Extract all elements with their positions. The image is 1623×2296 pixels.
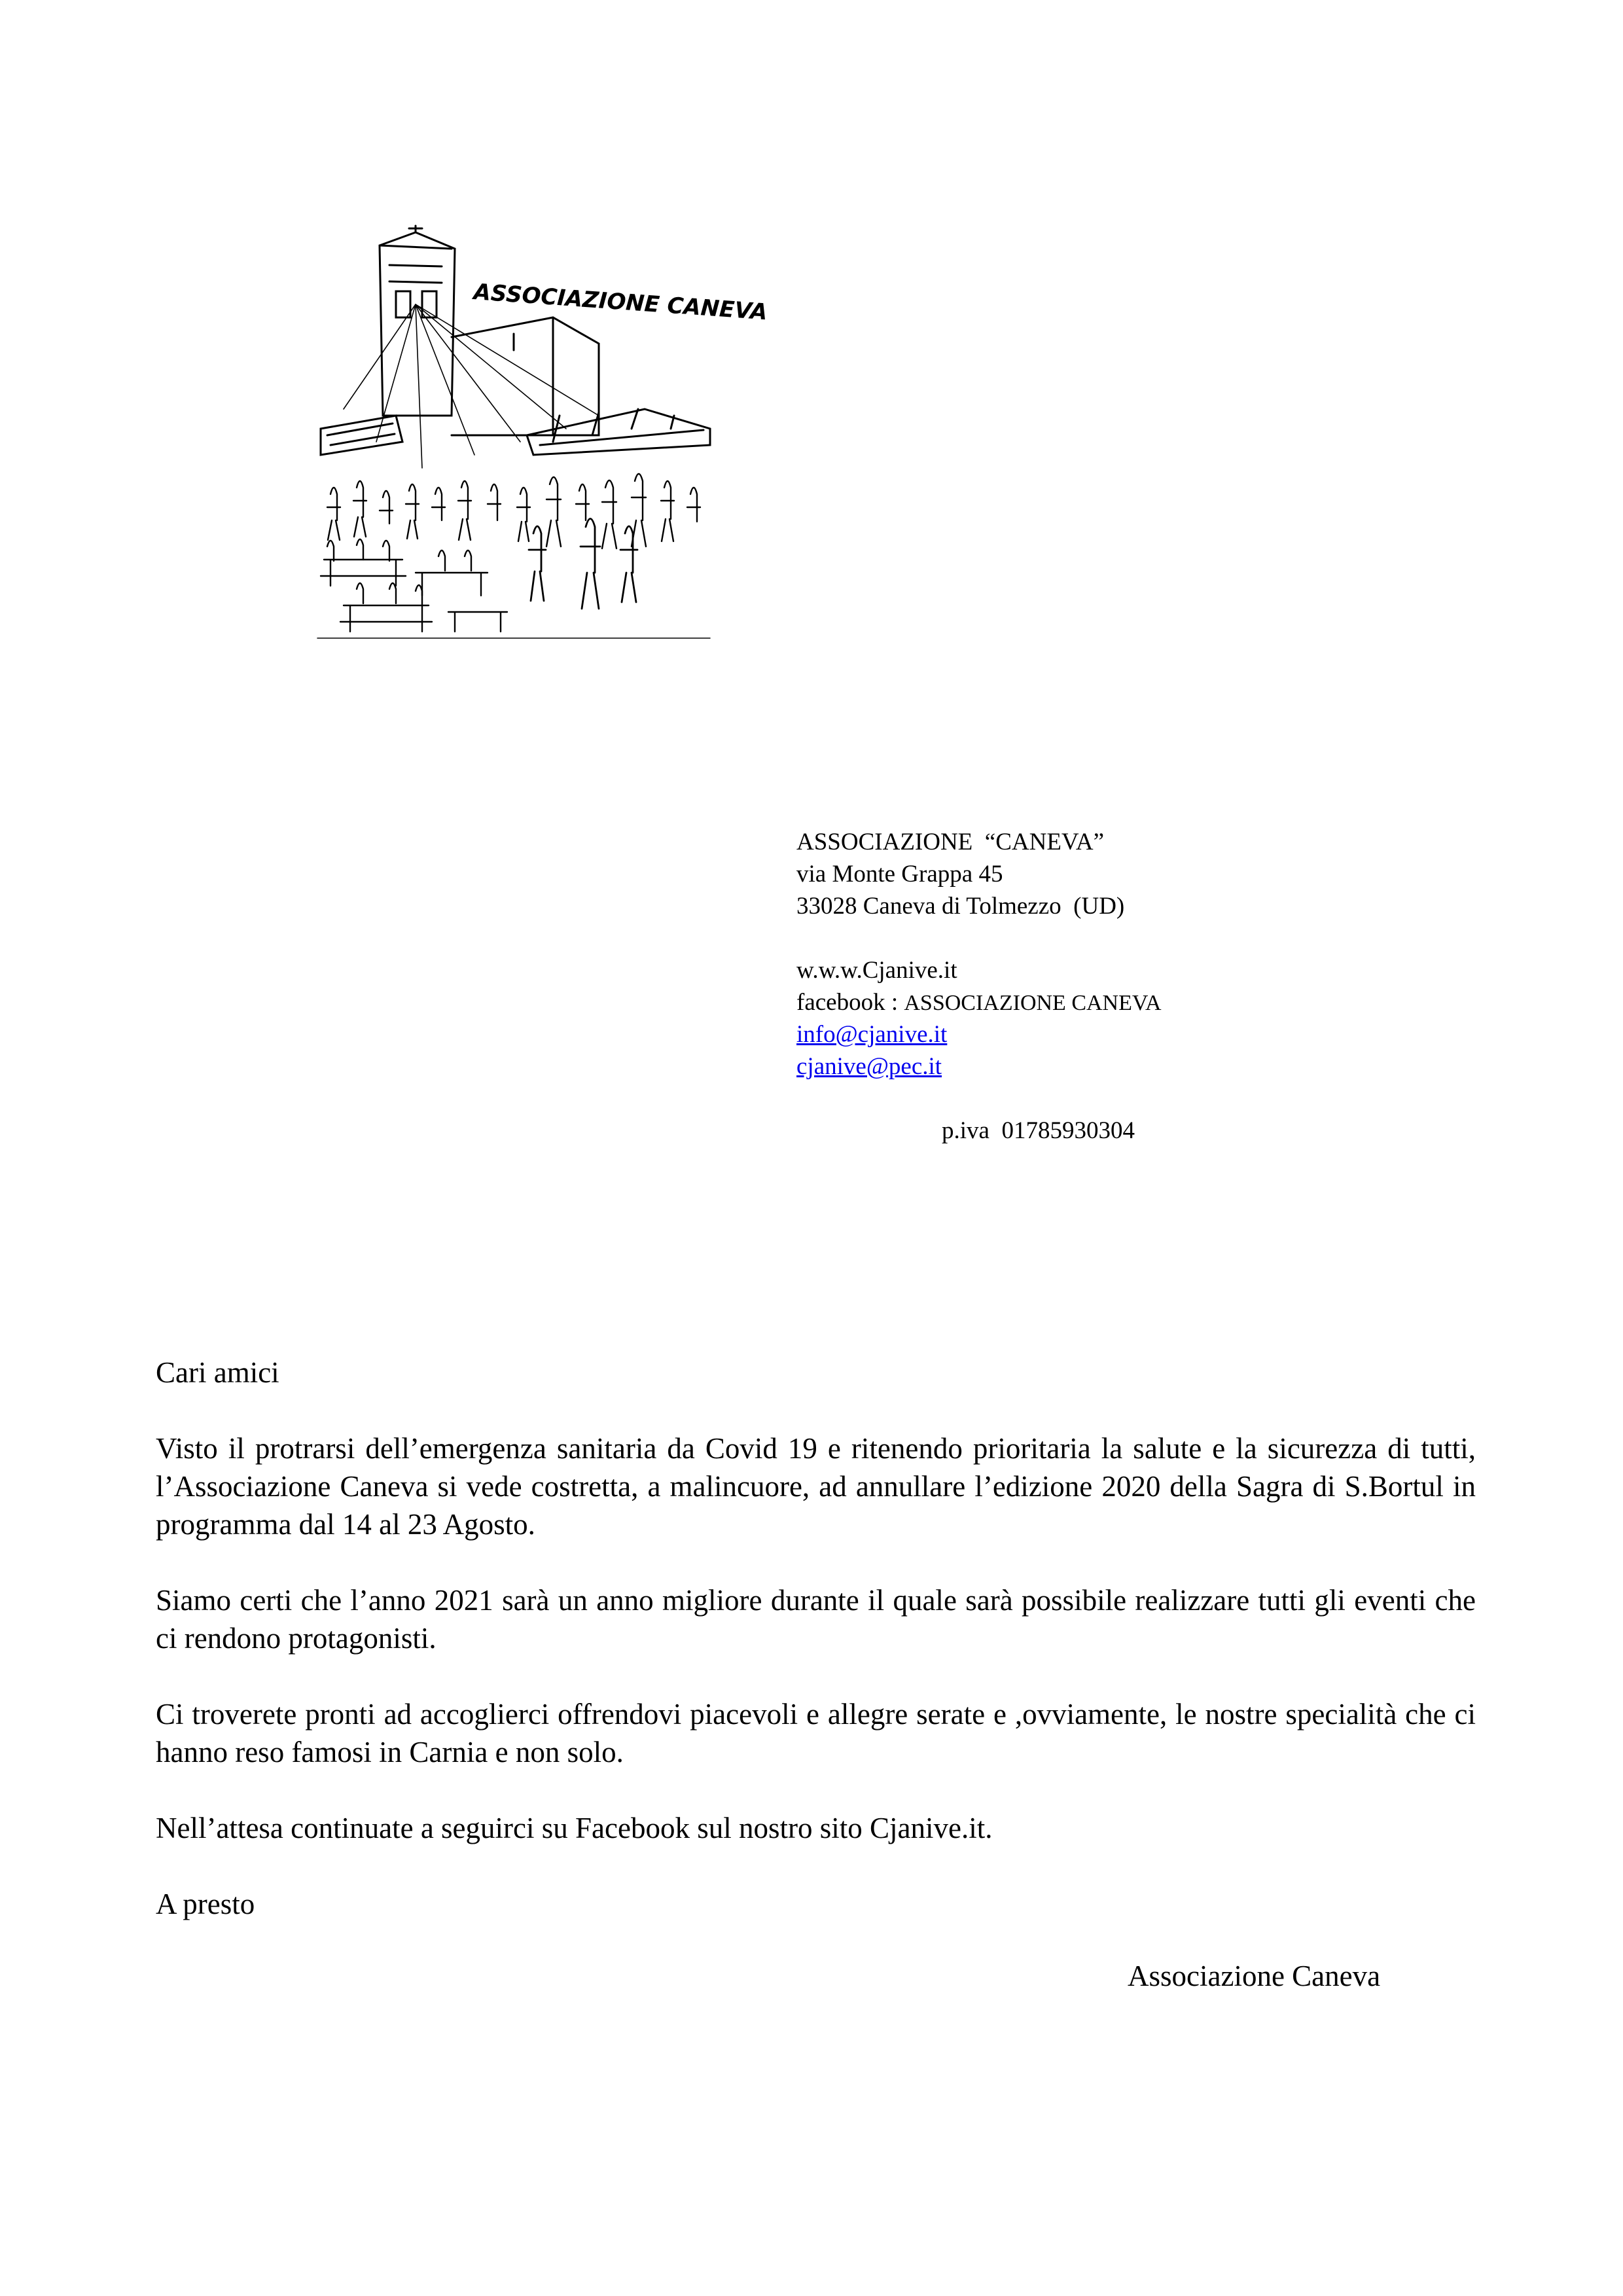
letterhead-address: [796, 826, 1385, 1147]
salutation: Cari amici: [156, 1356, 279, 1389]
spacer: [796, 922, 1385, 954]
facebook-name: ASSOCIAZIONE CANEVA: [904, 991, 1162, 1015]
vat-number: p.iva 01785930304: [942, 1117, 1135, 1144]
pec-email-link[interactable]: cjanive@pec.it: [796, 1053, 942, 1080]
spacer: [796, 1083, 1385, 1115]
city-address: 33028 Caneva di Tolmezzo (UD): [796, 893, 1125, 920]
street-address: via Monte Grappa 45: [796, 861, 1003, 888]
association-logo: [317, 219, 768, 658]
closing: A presto: [156, 1888, 255, 1920]
logo-title: ASSOCIAZIONE CANEVA: [473, 279, 768, 326]
pec-line: [796, 1050, 1385, 1083]
facebook-line: [796, 986, 1385, 1018]
website-text: w.w.w.Cjanive.it: [796, 957, 957, 984]
paragraph-follow-us: Nell’attesa continuate a seguirci su Facebook sul nostro sito Cjanive.it.: [156, 1812, 993, 1844]
paragraph-cancellation: Visto il protrarsi dell’emergenza sanitaria da Covid 19 e ritenendo prioritaria la salute e la sicurezza di tutti, l’Associazione Caneva si vede costretta, a malincuore, ad annullare l’edizione 2020 della Sagra di S.Bortul in programma dal 14 al 23 Agosto.: [156, 1432, 1476, 1541]
paragraph-welcome: Ci troverete pronti ad accoglierci offrendovi piacevoli e allegre serate e ,ovviamente, le nostre specialità che ci hanno reso famosi in Carnia e non solo.: [156, 1698, 1476, 1768]
facebook-label: facebook :: [796, 989, 904, 1016]
signature: Associazione Caneva: [1128, 1960, 1381, 1992]
logo-drawing: [317, 219, 768, 658]
email-line: [796, 1018, 1385, 1050]
paragraph-next-year: Siamo certi che l’anno 2021 sarà un anno migliore durante il quale sarà possibile realizzare tutti gli eventi che ci rendono protagonisti.: [156, 1584, 1476, 1655]
letter-body: [156, 1354, 1476, 1961]
association-name: ASSOCIAZIONE “CANEVA”: [796, 829, 1105, 855]
email-link[interactable]: info@cjanive.it: [796, 1021, 948, 1048]
